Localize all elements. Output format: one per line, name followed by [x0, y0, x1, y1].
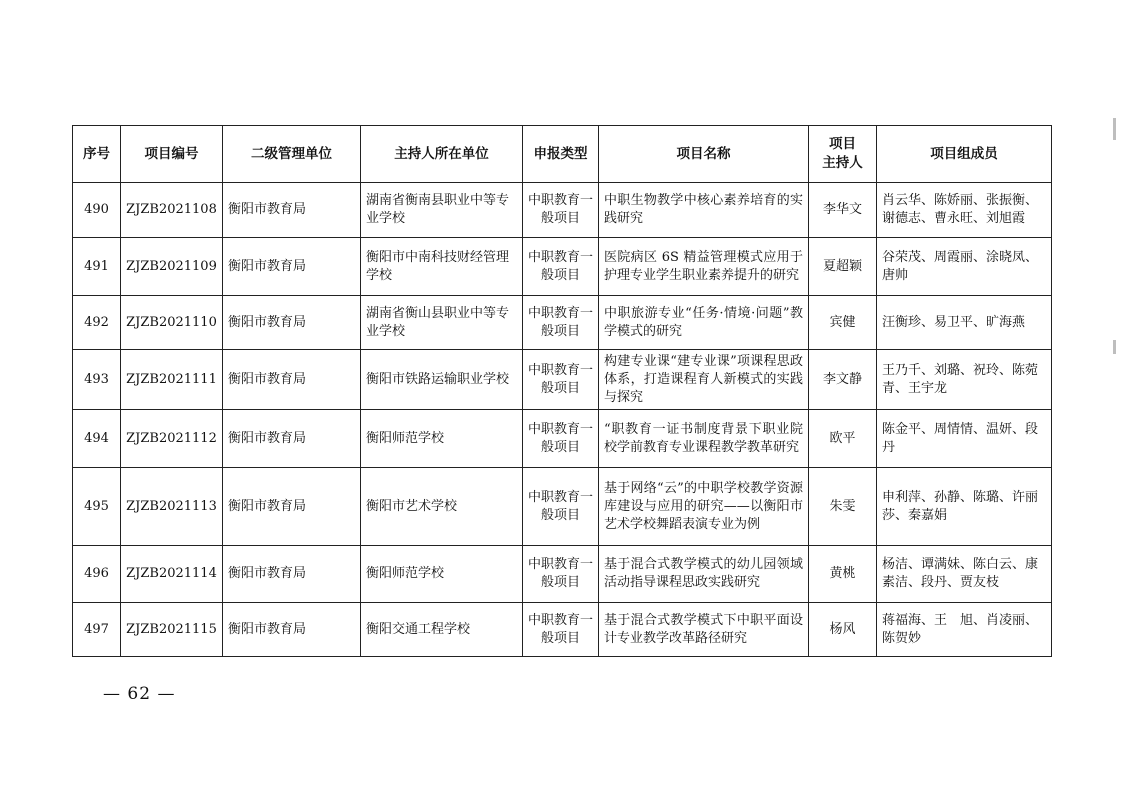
- cell-unit: 衡阳市教育局: [223, 410, 361, 468]
- cell-host: 黄桃: [809, 546, 877, 603]
- cell-seq: 496: [73, 546, 121, 603]
- cell-members: 汪衡珍、易卫平、旷海燕: [877, 296, 1052, 350]
- scan-edge-mark: [1113, 340, 1116, 354]
- table-row: [73, 296, 1052, 350]
- cell-host: 欧平: [809, 410, 877, 468]
- table-row: [73, 350, 1052, 410]
- table-row: [73, 410, 1052, 468]
- scan-edge-mark: [1113, 118, 1116, 140]
- cell-code: ZJZB2021113: [121, 468, 223, 546]
- header-unit: 二级管理单位: [223, 126, 361, 183]
- cell-type: 中职教育一般项目: [523, 603, 599, 657]
- cell-host: 李华文: [809, 183, 877, 238]
- cell-type: 中职教育一般项目: [523, 546, 599, 603]
- cell-name: 基于网络“云”的中职学校教学资源库建设与应用的研究——以衡阳市艺术学校舞蹈表演专业为例: [599, 468, 809, 546]
- cell-host: 朱雯: [809, 468, 877, 546]
- cell-seq: 493: [73, 350, 121, 410]
- cell-host: 李文静: [809, 350, 877, 410]
- page-number: — 62 —: [103, 684, 176, 704]
- cell-host-unit: 衡阳交通工程学校: [361, 603, 523, 657]
- cell-code: ZJZB2021114: [121, 546, 223, 603]
- cell-code: ZJZB2021111: [121, 350, 223, 410]
- cell-type: 中职教育一般项目: [523, 238, 599, 296]
- header-name: 项目名称: [599, 126, 809, 183]
- cell-host: 夏超颖: [809, 238, 877, 296]
- cell-name: 医院病区 6S 精益管理模式应用于护理专业学生职业素养提升的研究: [599, 238, 809, 296]
- cell-members: 王乃千、刘璐、祝玲、陈菀青、王宇龙: [877, 350, 1052, 410]
- cell-code: ZJZB2021112: [121, 410, 223, 468]
- cell-type: 中职教育一般项目: [523, 183, 599, 238]
- cell-seq: 495: [73, 468, 121, 546]
- cell-name: 中职旅游专业“任务·情境·问题”教学模式的研究: [599, 296, 809, 350]
- cell-seq: 492: [73, 296, 121, 350]
- project-table: [72, 125, 1052, 657]
- cell-host-unit: 衡阳市中南科技财经管理学校: [361, 238, 523, 296]
- cell-type: 中职教育一般项目: [523, 296, 599, 350]
- cell-unit: 衡阳市教育局: [223, 183, 361, 238]
- cell-host: 杨风: [809, 603, 877, 657]
- cell-name: 基于混合式教学模式下中职平面设计专业教学改革路径研究: [599, 603, 809, 657]
- header-host-unit: 主持人所在单位: [361, 126, 523, 183]
- table-header-row: [73, 126, 1052, 183]
- header-members: 项目组成员: [877, 126, 1052, 183]
- cell-name: 构建专业课“建专业课”项课程思政体系，打造课程育人新模式的实践与探究: [599, 350, 809, 410]
- cell-name: 基于混合式教学模式的幼儿园领域活动指导课程思政实践研究: [599, 546, 809, 603]
- cell-name: 中职生物教学中核心素养培育的实践研究: [599, 183, 809, 238]
- cell-members: 陈金平、周情情、温妍、段丹: [877, 410, 1052, 468]
- cell-seq: 494: [73, 410, 121, 468]
- table-row: [73, 238, 1052, 296]
- header-type: 申报类型: [523, 126, 599, 183]
- cell-host-unit: 衡阳师范学校: [361, 546, 523, 603]
- table-row: [73, 468, 1052, 546]
- cell-code: ZJZB2021109: [121, 238, 223, 296]
- header-host-line1: 项目: [829, 136, 856, 152]
- cell-host-unit: 湖南省衡南县职业中等专业学校: [361, 183, 523, 238]
- cell-unit: 衡阳市教育局: [223, 603, 361, 657]
- cell-unit: 衡阳市教育局: [223, 350, 361, 410]
- cell-type: 中职教育一般项目: [523, 468, 599, 546]
- header-code: 项目编号: [121, 126, 223, 183]
- cell-members: 杨洁、谭满妹、陈白云、康素洁、段丹、贾友枝: [877, 546, 1052, 603]
- cell-seq: 491: [73, 238, 121, 296]
- cell-name: “职教育一证书制度背景下职业院校学前教育专业课程教学教革研究: [599, 410, 809, 468]
- cell-type: 中职教育一般项目: [523, 350, 599, 410]
- header-host: [809, 126, 877, 183]
- table-row: [73, 546, 1052, 603]
- header-host-line2: 主持人: [822, 155, 863, 171]
- cell-host-unit: 衡阳市艺术学校: [361, 468, 523, 546]
- cell-unit: 衡阳市教育局: [223, 546, 361, 603]
- cell-host-unit: 衡阳师范学校: [361, 410, 523, 468]
- cell-members: 肖云华、陈娇丽、张振衡、谢德志、曹永旺、刘旭霞: [877, 183, 1052, 238]
- cell-type: 中职教育一般项目: [523, 410, 599, 468]
- cell-members: 申利萍、孙静、陈璐、许丽莎、秦嘉娟: [877, 468, 1052, 546]
- cell-unit: 衡阳市教育局: [223, 468, 361, 546]
- cell-code: ZJZB2021110: [121, 296, 223, 350]
- cell-unit: 衡阳市教育局: [223, 238, 361, 296]
- table-row: [73, 183, 1052, 238]
- cell-seq: 490: [73, 183, 121, 238]
- cell-host: 宾健: [809, 296, 877, 350]
- cell-unit: 衡阳市教育局: [223, 296, 361, 350]
- cell-code: ZJZB2021108: [121, 183, 223, 238]
- cell-code: ZJZB2021115: [121, 603, 223, 657]
- table-row: [73, 603, 1052, 657]
- cell-host-unit: 湖南省衡山县职业中等专业学校: [361, 296, 523, 350]
- cell-host-unit: 衡阳市铁路运输职业学校: [361, 350, 523, 410]
- cell-members: 谷荣茂、周霞丽、涂晓凤、唐帅: [877, 238, 1052, 296]
- cell-seq: 497: [73, 603, 121, 657]
- header-seq: 序号: [73, 126, 121, 183]
- cell-members: 蒋福海、王 旭、肖凌丽、陈贺妙: [877, 603, 1052, 657]
